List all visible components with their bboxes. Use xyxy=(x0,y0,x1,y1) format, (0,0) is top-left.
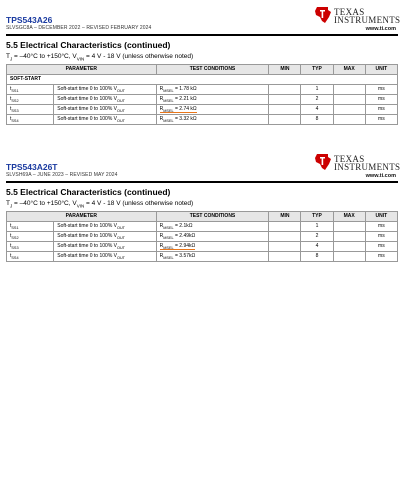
table-row: $t_{SS1}$ Soft-start time 0 to 100% $V_{OUT}$ $R_{MSEL} = 1.78$ kΩ 1 ms xyxy=(7,84,398,94)
col-unit: UNIT xyxy=(365,211,397,221)
col-test-conditions: TEST CONDITIONS xyxy=(156,64,269,74)
table-row: $t_{SS1}$ Soft-start time 0 to 100% $V_{OUT}$ $R_{MSEL} = 2.1k\Omega$ 1 ms xyxy=(7,221,398,231)
electrical-characteristics-table xyxy=(6,211,398,262)
col-parameter: PARAMETER xyxy=(7,64,157,74)
col-max: MAX xyxy=(333,211,365,221)
ti-logo xyxy=(314,6,401,26)
table-row: $t_{SS2}$ Soft-start time 0 to 100% $V_{OUT}$ $R_{MSEL} = 2.49k\Omega$ 2 ms xyxy=(7,231,398,241)
section-title: 5.5 Electrical Characteristics (continued) xyxy=(6,39,171,50)
logo-text-line2: INSTRUMENTS xyxy=(334,162,401,172)
electrical-characteristics-table xyxy=(6,64,398,125)
header-rule xyxy=(6,34,398,36)
table-row-highlighted: $t_{SS3}$ Soft-start time 0 to 100% $V_{OUT}$ $R_{MSEL} = 2.94k\Omega$ 4 ms xyxy=(7,241,398,251)
col-min: MIN xyxy=(269,211,301,221)
table-row: $t_{SS4}$ Soft-start time 0 to 100% $V_{OUT}$ $R_{MSEL} = 3.57k\Omega$ 8 ms xyxy=(7,251,398,261)
logo-text-line2: INSTRUMENTS xyxy=(334,15,401,25)
group-row-soft-start: SOFT-START xyxy=(7,74,398,84)
col-unit: UNIT xyxy=(365,64,397,74)
logo-text-line1: TEXAS xyxy=(334,7,365,17)
table-row: $t_{SS4}$ Soft-start time 0 to 100% $V_{OUT}$ $R_{MSEL} = 3.32$ kΩ 8 ms xyxy=(7,114,398,124)
ti-logo-icon xyxy=(314,6,332,24)
part-number: TPS543A26T xyxy=(6,162,58,172)
col-typ: TYP xyxy=(301,64,333,74)
website-link[interactable]: www.ti.com xyxy=(365,26,396,32)
table-row-highlighted: $t_{SS3}$ Soft-start time 0 to 100% $V_{OUT}$ $R_{MSEL} = 2.74$ kΩ 4 ms xyxy=(7,104,398,114)
page-header xyxy=(6,6,401,34)
document-revision-line: SLVSH69A – JUNE 2023 – REVISED MAY 2024 xyxy=(6,172,118,178)
highlighted-condition: $R_{MSEL} = 2.94k\Omega$ xyxy=(159,242,196,250)
col-parameter: PARAMETER xyxy=(7,211,157,221)
header-rule xyxy=(6,181,398,183)
col-max: MAX xyxy=(333,64,365,74)
section-title: 5.5 Electrical Characteristics (continued) xyxy=(6,186,171,197)
col-min: MIN xyxy=(269,64,301,74)
table-header-row xyxy=(7,211,398,221)
document-revision-line: SLVSGC8A – DECEMBER 2022 – REVISED FEBRUARY 2024 xyxy=(6,25,152,31)
datasheet-excerpt-tps543a26t xyxy=(6,153,401,262)
datasheet-excerpt-tps543a26 xyxy=(6,6,401,125)
col-test-conditions: TEST CONDITIONS xyxy=(156,211,269,221)
col-typ: TYP xyxy=(301,211,333,221)
page-header xyxy=(6,153,401,181)
table-row: $t_{SS2}$ Soft-start time 0 to 100% $V_{OUT}$ $R_{MSEL} = 2.21$ kΩ 2 ms xyxy=(7,94,398,104)
website-link[interactable]: www.ti.com xyxy=(365,173,396,179)
conditions-line: $T_J = -40^\circ C$ to +150°C, $V_{VIN} = 4$ V - 18 V (unless otherwise noted) xyxy=(6,52,194,61)
highlighted-condition: $R_{MSEL} = 2.74$ kΩ xyxy=(159,105,197,113)
logo-text-line1: TEXAS xyxy=(334,154,365,164)
ti-logo xyxy=(314,153,401,173)
table-header-row xyxy=(7,64,398,74)
part-number: TPS543A26 xyxy=(6,15,53,25)
conditions-line: $T_J = -40^\circ C$ to +150°C, $V_{VIN} = 4$ V - 18 V (unless otherwise noted) xyxy=(6,199,194,208)
ti-logo-icon xyxy=(314,153,332,171)
